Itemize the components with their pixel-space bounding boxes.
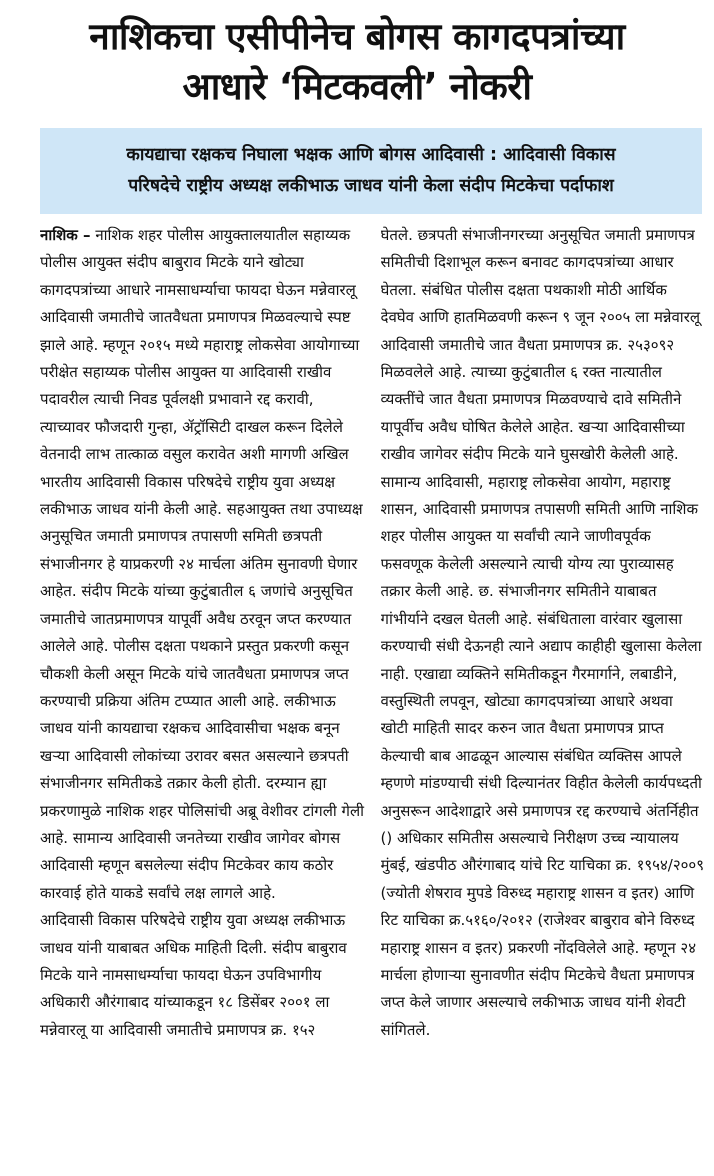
dateline: नाशिक – [40,226,91,244]
paragraph-text: नाशिक शहर पोलीस आयुक्तालयातील सहाय्यक पोलीस आयुक्त संदीप बाबुराव मिटके याने खोट्या कागदपत्रांच्या आधारे नामसाधर्म्याचा फायदा घेऊन मन्नेवारलू आदिवासी जमातीचे जातवैधता प्रमाणपत्र मिळवल्याचे स्पष्ट झाले आहे. म्हणून २०१५ मध्ये महाराष्ट्र लोकसेवा आयोगाच्या परीक्षेत सहाय्यक पोलीस आयुक्त या आदिवासी राखीव पदावरील त्याची निवड पूर्वलक्षी प्रभावाने रद्द करावी, त्याच्यावर फौजदारी गुन्हा, ॲट्रॉसिटी दाखल करून दिलेले वेतनादी लाभ तात्काळ वसुल करावेत अशी मागणी अखिल भारतीय आदिवासी विकास परिषदेचे राष्ट्रीय युवा अध्यक्ष लकीभाऊ जाधव यांनी केली आहे. सहआयुक्त तथा उपाध्यक्ष अनुसूचित जमाती प्रमाणपत्र तपासणी समिती छत्रपती संभाजीनगर हे याप्रकरणी २४ मार्चला अंतिम सुनावणी घेणार आहेत. संदीप मिटके यांच्या कुटुंबातील ६ जणांचे अनुसूचित जमातीचे जातप्रमाणपत्र यापूर्वी अवैध ठरवून जप्त करण्यात आलेले आहे. पोलीस दक्षता पथकाने प्रस्तुत प्रकरणी कसून चौकशी केली असून मिटके यांचे जातवैधता प्रमाणपत्र जप्त करण्याची प्रक्रिया अंतिम टप्प्यात आली आहे. लकीभाऊ जाधव यांनी कायद्याचा रक्षकच आदिवासीचा भक्षक बनून खऱ्या आदिवासी लोकांच्या उरावर बसत असल्याने छत्रपती संभाजीनगर समितीकडे तक्रार केली होती. दरम्यान ह्या प्रकरणामुळे नाशिक शहर पोलिसांची अब्रू वेशीवर टांगली गेली आहे. सामान्य आदिवासी जनतेच्या राखीव जागेवर बोगस आदिवासी म्हणून बसलेल्या संदीप मिटकेवर काय कठोर कारवाई होते याकडे सर्वांचे लक्ष लागले आहे. [40,226,365,902]
article-body [40,222,705,1172]
article-paragraph: घेतले. छत्रपती संभाजीनगरच्या अनुसूचित जमाती प्रमाणपत्र समितीची दिशाभूल करून बनावट कागदपत्रांच्या आधार घेतला. संबंधित पोलीस दक्षता पथकाशी मोठी आर्थिक देवघेव आणि हातमिळवणी करून ९ जून २००५ ला मन्नेवारलू आदिवासी जमातीचे जात वैधता प्रमाणपत्र क्र. २५३०९२ मिळवलेले आहे. त्याच्या कुटुंबातील ६ रक्त नात्यातील व्यक्तींचे जात वैधता प्रमाणपत्र मिळवण्याचे दावे समितीने यापूर्वीच अवैध घोषित केलेले आहेत. खऱ्या आदिवासीच्या राखीव जागेवर संदीप मिटके याने घुसखोरी केलेली आहे. सामान्य आदिवासी, महाराष्ट्र लोकसेवा आयोग, महाराष्ट्र शासन, आदिवासी प्रमाणपत्र तपासणी समिती आणि नाशिक शहर पोलीस आयुक्त या सर्वांची त्याने जाणीवपूर्वक फसवणूक केलेली असल्याने त्याची योग्य त्या पुराव्यासह तक्रार केली आहे. छ. संभाजीनगर समितीने याबाबत गांभीर्याने दखल घेतली आहे. संबंधिताला वारंवार खुलासा करण्याची संधी देऊनही त्याने अद्याप काहीही खुलासा केलेला नाही. एखाद्या व्यक्तिने समितीकडून गैरमार्गाने, लबाडीने, वस्तुस्थिती लपवून, खोट्या कागदपत्रांच्या आधारे अथवा खोटी माहिती सादर करुन जात वैधता प्रमाणपत्र प्राप्त केल्याची बाब आढळून आल्यास संबंधित व्यक्तिस आपले म्हणणे मांडण्याची संधी दिल्यानंतर विहीत केलेली कार्यपध्दती अनुसरून आदेशाद्वारे असे प्रमाणपत्र रद्द करण्याचे अंतर्निहीत () अधिकार समितीस असल्याचे निरीक्षण उच्च न्यायालय मुंबई, खंडपीठ औरंगाबाद यांचे रिट याचिका क्र. १९५४/२००९ (ज्योती शेषराव मुपडे विरुध्द महाराष्ट्र शासन व इतर) आणि रिट याचिका क्र.५१६०/२०१२ (राजेश्वर बाबुराव बोने विरुध्द महाराष्ट्र शासन व इतर) प्रकरणी नोंदविलेले आहे. म्हणून २४ मार्चला होणाऱ्या सुनावणीत संदीप मिटकेचे वैधता प्रमाणपत्र जप्त केले जाणार असल्याचे लकीभाऊ जाधव यांनी शेवटी सांगितले. [380,226,705,1039]
headline-line-2: आधारे ‘मिटकवली’ नोकरी [182,65,532,108]
article-paragraph: आदिवासी विकास परिषदेचे राष्ट्रीय युवा अध्यक्ष लकीभाऊ जाधव यांनी याबाबत अधिक माहिती दिली. संदीप बाबुराव मिटके याने नामसाधर्म्याचा फायदा घेऊन उपविभागीय अधिकारी औरंगाबाद यांच्याकडून १८ डिसेंबर २००१ ला मन्नेवारलू या आदिवासी जमातीचे प्रमाणपत्र क्र. १५२ [40,911,347,1039]
headline-line-1: नाशिकचा एसीपीनेच बोगस कागदपत्रांच्या [89,15,625,58]
article-paragraph [40,222,365,907]
article-column-1 [40,222,365,1172]
headline [0,12,714,112]
subheadline-box [40,128,702,214]
article-column-2 [381,222,706,1172]
subheadline-line-2: परिषदेचे राष्ट्रीय अध्यक्ष लकीभाऊ जाधव यांनी केला संदीप मिटकेचा पर्दाफाश [128,176,614,196]
subheadline-line-1: कायद्याचा रक्षकच निघाला भक्षक आणि बोगस आदिवासी : आदिवासी विकास [126,145,616,165]
